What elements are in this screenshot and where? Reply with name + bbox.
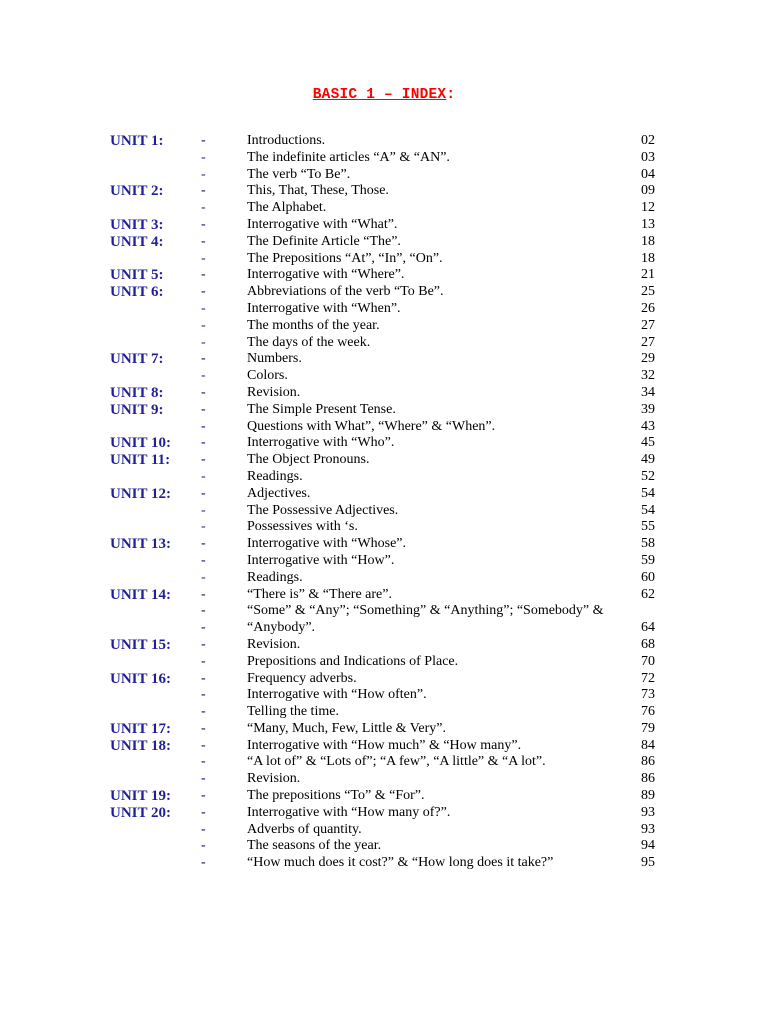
index-row xyxy=(0,503,768,520)
topic-title: Revision. xyxy=(247,771,301,787)
topic-title: Interrogative with “Who”. xyxy=(247,435,395,451)
bullet-dash: - xyxy=(201,368,206,384)
topic-title: Frequency adverbs. xyxy=(247,670,357,686)
page-number: 25 xyxy=(641,284,655,300)
page-number: 18 xyxy=(641,250,655,266)
bullet-dash: - xyxy=(201,720,206,736)
bullet-dash: - xyxy=(201,200,206,216)
index-row xyxy=(0,234,768,251)
page-number: 54 xyxy=(641,485,655,501)
topic-title: This, That, These, Those. xyxy=(247,183,389,199)
topic-title: The Prepositions “At”, “In”, “On”. xyxy=(247,250,443,266)
topic-title: “Anybody”. xyxy=(247,620,316,636)
topic-title: Interrogative with “Whose”. xyxy=(247,536,406,552)
index-row xyxy=(0,318,768,335)
bullet-dash: - xyxy=(201,317,206,333)
page-number: 18 xyxy=(641,233,655,249)
page-number: 86 xyxy=(641,754,655,770)
topic-title: Adverbs of quantity. xyxy=(247,821,362,837)
topic-title: Readings. xyxy=(247,468,303,484)
topic-title: Readings. xyxy=(247,569,303,585)
page-number: 52 xyxy=(641,468,655,484)
topic-title: The Simple Present Tense. xyxy=(247,401,396,417)
bullet-dash: - xyxy=(201,519,206,535)
bullet-dash: - xyxy=(201,166,206,182)
index-row xyxy=(0,200,768,217)
page-number: 03 xyxy=(641,149,655,165)
page-number: 02 xyxy=(641,133,655,148)
page-number: 79 xyxy=(641,720,655,736)
bullet-dash: - xyxy=(201,300,206,316)
index-row xyxy=(0,519,768,536)
bullet-dash: - xyxy=(201,821,206,837)
unit-label: UNIT 14: xyxy=(110,586,171,603)
topic-title: Telling the time. xyxy=(247,704,339,720)
bullet-dash: - xyxy=(201,468,206,484)
index-row xyxy=(0,771,768,788)
page-number: 58 xyxy=(641,536,655,552)
bullet-dash: - xyxy=(201,536,206,552)
index-row xyxy=(0,385,768,402)
bullet-dash: - xyxy=(201,418,206,434)
index-row xyxy=(0,251,768,268)
page-number: 59 xyxy=(641,552,655,568)
bullet-dash: - xyxy=(201,284,206,300)
bullet-dash: - xyxy=(201,502,206,518)
index-row xyxy=(0,284,768,301)
page-number: 60 xyxy=(641,569,655,585)
index-row xyxy=(0,855,768,872)
page-number: 34 xyxy=(641,384,655,400)
page-number: 95 xyxy=(641,855,655,871)
bullet-dash: - xyxy=(201,670,206,686)
index-row xyxy=(0,704,768,721)
bullet-dash: - xyxy=(201,401,206,417)
page-number: 39 xyxy=(641,401,655,417)
index-row xyxy=(0,587,768,604)
unit-label: UNIT 2: xyxy=(110,183,164,200)
unit-label: UNIT 8: xyxy=(110,384,164,401)
index-title-text: BASIC 1 – INDEX xyxy=(312,87,447,103)
bullet-dash: - xyxy=(201,267,206,283)
topic-title: Interrogative with “Where”. xyxy=(247,267,405,283)
topic-title: The verb “To Be”. xyxy=(247,166,351,182)
bullet-dash: - xyxy=(201,653,206,669)
index-row xyxy=(0,402,768,419)
bullet-dash: - xyxy=(201,250,206,266)
index-row xyxy=(0,721,768,738)
index-row xyxy=(0,838,768,855)
page-number: 86 xyxy=(641,771,655,787)
page-number: 73 xyxy=(641,687,655,703)
index-row xyxy=(0,788,768,805)
index-row xyxy=(0,754,768,771)
unit-label: UNIT 1: xyxy=(110,133,164,149)
index-row xyxy=(0,603,768,620)
page-number: 43 xyxy=(641,418,655,434)
page-number: 29 xyxy=(641,351,655,367)
index-row xyxy=(0,738,768,755)
index-row xyxy=(0,687,768,704)
bullet-dash: - xyxy=(201,334,206,350)
topic-title: “How much does it cost?” & “How long does it take?” xyxy=(247,855,554,871)
index-row xyxy=(0,469,768,486)
bullet-dash: - xyxy=(201,149,206,165)
bullet-dash: - xyxy=(201,452,206,468)
unit-label: UNIT 18: xyxy=(110,737,171,754)
topic-title: Interrogative with “When”. xyxy=(247,300,401,316)
bullet-dash: - xyxy=(201,351,206,367)
unit-label: UNIT 10: xyxy=(110,435,171,452)
unit-label: UNIT 5: xyxy=(110,267,164,284)
bullet-dash: - xyxy=(201,586,206,602)
index-row xyxy=(0,301,768,318)
topic-title: Interrogative with “What”. xyxy=(247,216,398,232)
page-number: 54 xyxy=(641,502,655,518)
topic-title: The Object Pronouns. xyxy=(247,452,370,468)
index-list xyxy=(0,133,768,872)
index-row xyxy=(0,167,768,184)
topic-title: Adjectives. xyxy=(247,485,311,501)
page-number: 49 xyxy=(641,452,655,468)
topic-title: “Many, Much, Few, Little & Very”. xyxy=(247,720,446,736)
index-row xyxy=(0,536,768,553)
topic-title: Interrogative with “How much” & “How many”. xyxy=(247,737,522,753)
page-number: 72 xyxy=(641,670,655,686)
index-row xyxy=(0,133,768,150)
topic-title: The days of the week. xyxy=(247,334,371,350)
bullet-dash: - xyxy=(201,855,206,871)
bullet-dash: - xyxy=(201,838,206,854)
bullet-dash: - xyxy=(201,771,206,787)
bullet-dash: - xyxy=(201,687,206,703)
bullet-dash: - xyxy=(201,636,206,652)
bullet-dash: - xyxy=(201,384,206,400)
topic-title: “A lot of” & “Lots of”; “A few”, “A little” & “A lot”. xyxy=(247,754,546,770)
topic-title: Numbers. xyxy=(247,351,302,367)
bullet-dash: - xyxy=(201,485,206,501)
index-row xyxy=(0,805,768,822)
topic-title: The Possessive Adjectives. xyxy=(247,502,399,518)
unit-label: UNIT 12: xyxy=(110,485,171,502)
bullet-dash: - xyxy=(201,737,206,753)
page-number: 26 xyxy=(641,300,655,316)
bullet-dash: - xyxy=(201,552,206,568)
index-row xyxy=(0,267,768,284)
unit-label: UNIT 13: xyxy=(110,536,171,553)
index-row xyxy=(0,486,768,503)
unit-label: UNIT 19: xyxy=(110,788,171,805)
bullet-dash: - xyxy=(201,183,206,199)
topic-title: The indefinite articles “A” & “AN”. xyxy=(247,149,450,165)
index-title-colon: : xyxy=(446,87,456,103)
index-row xyxy=(0,452,768,469)
bullet-dash: - xyxy=(201,603,206,619)
page-number: 68 xyxy=(641,636,655,652)
topic-title: Prepositions and Indications of Place. xyxy=(247,653,459,669)
topic-title: Interrogative with “How”. xyxy=(247,552,395,568)
bullet-dash: - xyxy=(201,216,206,232)
page-number: 76 xyxy=(641,704,655,720)
bullet-dash: - xyxy=(201,233,206,249)
index-row xyxy=(0,217,768,234)
bullet-dash: - xyxy=(201,804,206,820)
page-number: 04 xyxy=(641,166,655,182)
bullet-dash: - xyxy=(201,620,206,636)
topic-title: Possessives with ‘s. xyxy=(247,519,358,535)
index-row xyxy=(0,419,768,436)
index-row xyxy=(0,435,768,452)
unit-label: UNIT 6: xyxy=(110,284,164,301)
page-number: 45 xyxy=(641,435,655,451)
bullet-dash: - xyxy=(201,435,206,451)
bullet-dash: - xyxy=(201,569,206,585)
index-title xyxy=(0,87,768,103)
bullet-dash: - xyxy=(201,788,206,804)
index-row xyxy=(0,822,768,839)
page-number: 27 xyxy=(641,317,655,333)
topic-title: “There is” & “There are”. xyxy=(247,586,392,602)
page-number: 93 xyxy=(641,804,655,820)
index-row xyxy=(0,620,768,637)
topic-title: The seasons of the year. xyxy=(247,838,382,854)
page-number: 70 xyxy=(641,653,655,669)
topic-title: Questions with What”, “Where” & “When”. xyxy=(247,418,496,434)
topic-title: “Some” & “Any”; “Something” & “Anything”; “Somebody” & xyxy=(247,603,604,619)
index-row xyxy=(0,351,768,368)
topic-title: Abbreviations of the verb “To Be”. xyxy=(247,284,444,300)
topic-title: The Definite Article “The”. xyxy=(247,233,401,249)
page-number: 84 xyxy=(641,737,655,753)
unit-label: UNIT 9: xyxy=(110,401,164,418)
index-row xyxy=(0,183,768,200)
page-number: 13 xyxy=(641,216,655,232)
unit-label: UNIT 15: xyxy=(110,636,171,653)
topic-title: Interrogative with “How often”. xyxy=(247,687,427,703)
bullet-dash: - xyxy=(201,754,206,770)
topic-title: Revision. xyxy=(247,384,301,400)
index-row xyxy=(0,671,768,688)
page-number: 94 xyxy=(641,838,655,854)
unit-label: UNIT 17: xyxy=(110,720,171,737)
unit-label: UNIT 4: xyxy=(110,233,164,250)
page-number: 93 xyxy=(641,821,655,837)
topic-title: Interrogative with “How many of?”. xyxy=(247,804,451,820)
page-number: 64 xyxy=(641,620,655,636)
page-number: 62 xyxy=(641,586,655,602)
index-row xyxy=(0,150,768,167)
topic-title: The months of the year. xyxy=(247,317,380,333)
page-number: 32 xyxy=(641,368,655,384)
page-number: 09 xyxy=(641,183,655,199)
index-row xyxy=(0,368,768,385)
index-row xyxy=(0,654,768,671)
unit-label: UNIT 20: xyxy=(110,804,171,821)
unit-label: UNIT 7: xyxy=(110,351,164,368)
page-number: 55 xyxy=(641,519,655,535)
page-number: 89 xyxy=(641,788,655,804)
page-number: 12 xyxy=(641,200,655,216)
topic-title: Colors. xyxy=(247,368,288,384)
bullet-dash: - xyxy=(201,133,206,148)
topic-title: Revision. xyxy=(247,636,301,652)
index-row xyxy=(0,335,768,352)
index-row xyxy=(0,553,768,570)
unit-label: UNIT 11: xyxy=(110,452,171,469)
page-number: 21 xyxy=(641,267,655,283)
unit-label: UNIT 16: xyxy=(110,670,171,687)
topic-title: The prepositions “To” & “For”. xyxy=(247,788,425,804)
page-number: 27 xyxy=(641,334,655,350)
topic-title: The Alphabet. xyxy=(247,200,327,216)
unit-label: UNIT 3: xyxy=(110,216,164,233)
topic-title: Introductions. xyxy=(247,133,326,148)
bullet-dash: - xyxy=(201,704,206,720)
index-row xyxy=(0,570,768,587)
index-row xyxy=(0,637,768,654)
